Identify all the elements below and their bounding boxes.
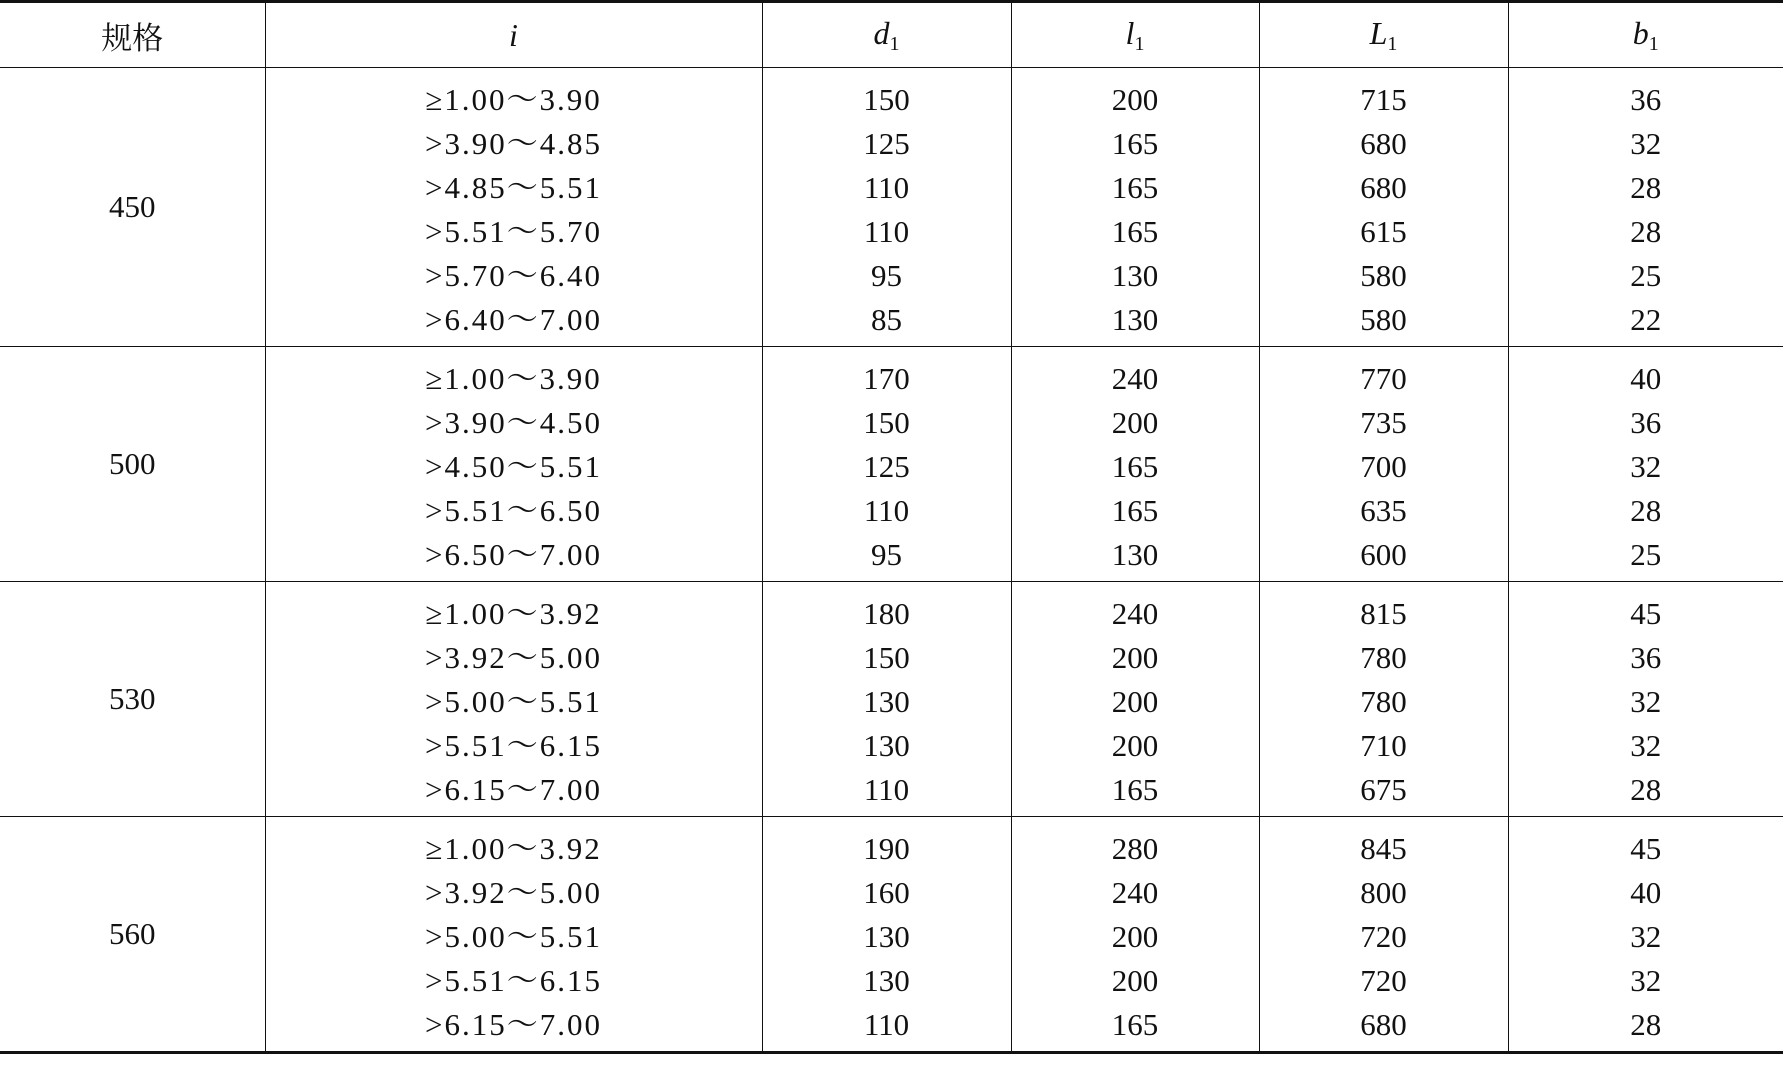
value-d1: 110 [863,170,910,205]
value-stack [763,582,1011,816]
value-d1: 170 [863,361,910,396]
value-stack [1012,582,1259,816]
column-l1-cell [1011,347,1259,582]
value-stack [1260,68,1508,346]
ratio-range: >3.92～5.00 [425,875,602,910]
value-stack [763,347,1011,581]
ratio-range: >3.92～5.00 [425,640,602,675]
header-L1-symbol: L [1369,14,1388,51]
value-l1: 130 [1111,302,1159,337]
value-stack [266,817,762,1051]
value-L1: 680 [1360,170,1407,205]
value-stack [1012,817,1259,1051]
value-L1: 780 [1360,640,1407,675]
header-L1 [1259,2,1508,68]
value-b1: 32 [1630,728,1662,763]
value-b1: 25 [1630,537,1662,572]
value-stack [266,582,762,816]
ratio-range: >6.40～7.00 [425,302,602,337]
value-L1: 770 [1360,361,1407,396]
header-L1-subscript: 1 [1387,32,1398,55]
header-l1-symbol: l [1125,14,1135,51]
ratio-range: >4.85～5.51 [425,170,602,205]
value-l1: 240 [1111,361,1159,396]
spec-value-cell: 530 [0,582,265,817]
value-l1: 200 [1111,963,1159,998]
column-i-cell [265,582,762,817]
value-stack [763,68,1011,346]
value-l1: 165 [1111,126,1159,161]
column-d1-cell [762,582,1011,817]
value-stack [1012,347,1259,581]
column-b1-cell [1508,817,1783,1053]
value-L1: 700 [1360,449,1407,484]
spec-value-cell: 500 [0,347,265,582]
value-L1: 615 [1360,214,1407,249]
value-b1: 28 [1630,772,1662,807]
column-b1-cell [1508,582,1783,817]
value-d1: 150 [863,405,910,440]
column-i-cell [265,347,762,582]
value-d1: 85 [871,302,902,337]
value-d1: 130 [863,919,910,954]
column-i-cell [265,68,762,347]
column-L1-cell [1259,817,1508,1053]
value-L1: 715 [1360,82,1407,117]
ratio-range: >3.90～4.85 [425,126,602,161]
value-d1: 95 [871,537,902,572]
header-b1-subscript: 1 [1648,32,1659,55]
value-d1: 110 [863,493,910,528]
value-l1: 240 [1111,596,1159,631]
value-b1: 36 [1630,640,1662,675]
value-L1: 600 [1360,537,1407,572]
value-d1: 95 [871,258,902,293]
ratio-range: >5.51～6.50 [425,493,602,528]
value-l1: 200 [1111,919,1159,954]
header-l1-subscript: 1 [1134,32,1145,55]
column-L1-cell [1259,582,1508,817]
value-l1: 200 [1111,82,1159,117]
value-l1: 165 [1111,170,1159,205]
value-stack [1509,817,1783,1051]
value-stack [1509,68,1783,346]
value-L1: 735 [1360,405,1407,440]
value-l1: 165 [1111,493,1159,528]
value-l1: 130 [1111,258,1159,293]
value-d1: 160 [863,875,910,910]
value-b1: 32 [1630,919,1662,954]
value-stack [266,347,762,581]
value-stack [1260,347,1508,581]
value-d1: 110 [863,214,910,249]
column-l1-cell [1011,582,1259,817]
value-b1: 25 [1630,258,1662,293]
value-d1: 110 [863,1007,910,1042]
value-L1: 800 [1360,875,1407,910]
value-d1: 150 [863,640,910,675]
value-l1: 200 [1111,405,1159,440]
value-L1: 675 [1360,772,1407,807]
header-row [0,2,1783,68]
value-L1: 580 [1360,258,1407,293]
ratio-range: ≥1.00～3.90 [425,361,602,396]
ratio-range: ≥1.00～3.90 [425,82,602,117]
header-l1 [1011,2,1259,68]
column-l1-cell [1011,68,1259,347]
value-d1: 180 [863,596,910,631]
value-b1: 36 [1630,82,1662,117]
value-L1: 815 [1360,596,1407,631]
column-d1-cell [762,68,1011,347]
value-b1: 32 [1630,449,1662,484]
ratio-range: >6.15～7.00 [425,772,602,807]
value-b1: 28 [1630,170,1662,205]
value-b1: 22 [1630,302,1662,337]
value-L1: 710 [1360,728,1407,763]
value-stack [1260,817,1508,1051]
value-l1: 200 [1111,684,1159,719]
ratio-range: >5.51～5.70 [425,214,602,249]
spec-group-row [0,68,1783,347]
ratio-range: >6.50～7.00 [425,537,602,572]
ratio-range: >5.00～5.51 [425,919,602,954]
header-d1-subscript: 1 [889,32,900,55]
value-b1: 28 [1630,1007,1662,1042]
value-l1: 165 [1111,449,1159,484]
ratio-range: ≥1.00～3.92 [425,596,602,631]
value-b1: 36 [1630,405,1662,440]
value-l1: 200 [1111,728,1159,763]
header-spec: 规格 [0,2,265,68]
value-stack [1509,582,1783,816]
column-b1-cell [1508,347,1783,582]
value-stack [266,68,762,346]
value-stack [1509,347,1783,581]
value-b1: 28 [1630,493,1662,528]
ratio-range: >3.90～4.50 [425,405,602,440]
ratio-range: >5.00～5.51 [425,684,602,719]
ratio-range: >5.51～6.15 [425,728,602,763]
column-b1-cell [1508,68,1783,347]
value-b1: 28 [1630,214,1662,249]
table-body [0,68,1783,1053]
ratio-range: >5.70～6.40 [425,258,602,293]
ratio-range: >6.15～7.00 [425,1007,602,1042]
value-L1: 680 [1360,1007,1407,1042]
value-L1: 720 [1360,919,1407,954]
value-l1: 165 [1111,772,1159,807]
value-d1: 130 [863,963,910,998]
column-d1-cell [762,817,1011,1053]
header-b1 [1508,2,1783,68]
value-l1: 165 [1111,1007,1159,1042]
spec-value-cell: 450 [0,68,265,347]
value-l1: 280 [1111,831,1159,866]
value-l1: 240 [1111,875,1159,910]
value-L1: 680 [1360,126,1407,161]
value-L1: 580 [1360,302,1407,337]
column-d1-cell [762,347,1011,582]
value-b1: 45 [1630,831,1662,866]
value-d1: 125 [863,126,910,161]
value-b1: 45 [1630,596,1662,631]
column-l1-cell [1011,817,1259,1053]
value-b1: 32 [1630,963,1662,998]
value-stack [763,817,1011,1051]
spec-group-row [0,582,1783,817]
spec-value-cell: 560 [0,817,265,1053]
header-d1-symbol: d [873,14,890,51]
value-d1: 130 [863,684,910,719]
ratio-range: >4.50～5.51 [425,449,602,484]
value-L1: 845 [1360,831,1407,866]
ratio-range: >5.51～6.15 [425,963,602,998]
value-b1: 40 [1630,361,1662,396]
value-L1: 635 [1360,493,1407,528]
value-d1: 130 [863,728,910,763]
header-b1-symbol: b [1632,14,1649,51]
value-l1: 200 [1111,640,1159,675]
value-d1: 190 [863,831,910,866]
value-stack [1012,68,1259,346]
value-l1: 165 [1111,214,1159,249]
spec-group-row [0,347,1783,582]
spec-group-row [0,817,1783,1053]
column-i-cell [265,817,762,1053]
header-i-symbol: i [509,16,518,53]
value-d1: 110 [863,772,910,807]
column-L1-cell [1259,347,1508,582]
value-stack [1260,582,1508,816]
value-l1: 130 [1111,537,1159,572]
header-i [265,2,762,68]
value-b1: 32 [1630,126,1662,161]
ratio-range: ≥1.00～3.92 [425,831,602,866]
value-b1: 32 [1630,684,1662,719]
value-L1: 780 [1360,684,1407,719]
value-d1: 150 [863,82,910,117]
value-L1: 720 [1360,963,1407,998]
value-d1: 125 [863,449,910,484]
header-d1 [762,2,1011,68]
value-b1: 40 [1630,875,1662,910]
column-L1-cell [1259,68,1508,347]
